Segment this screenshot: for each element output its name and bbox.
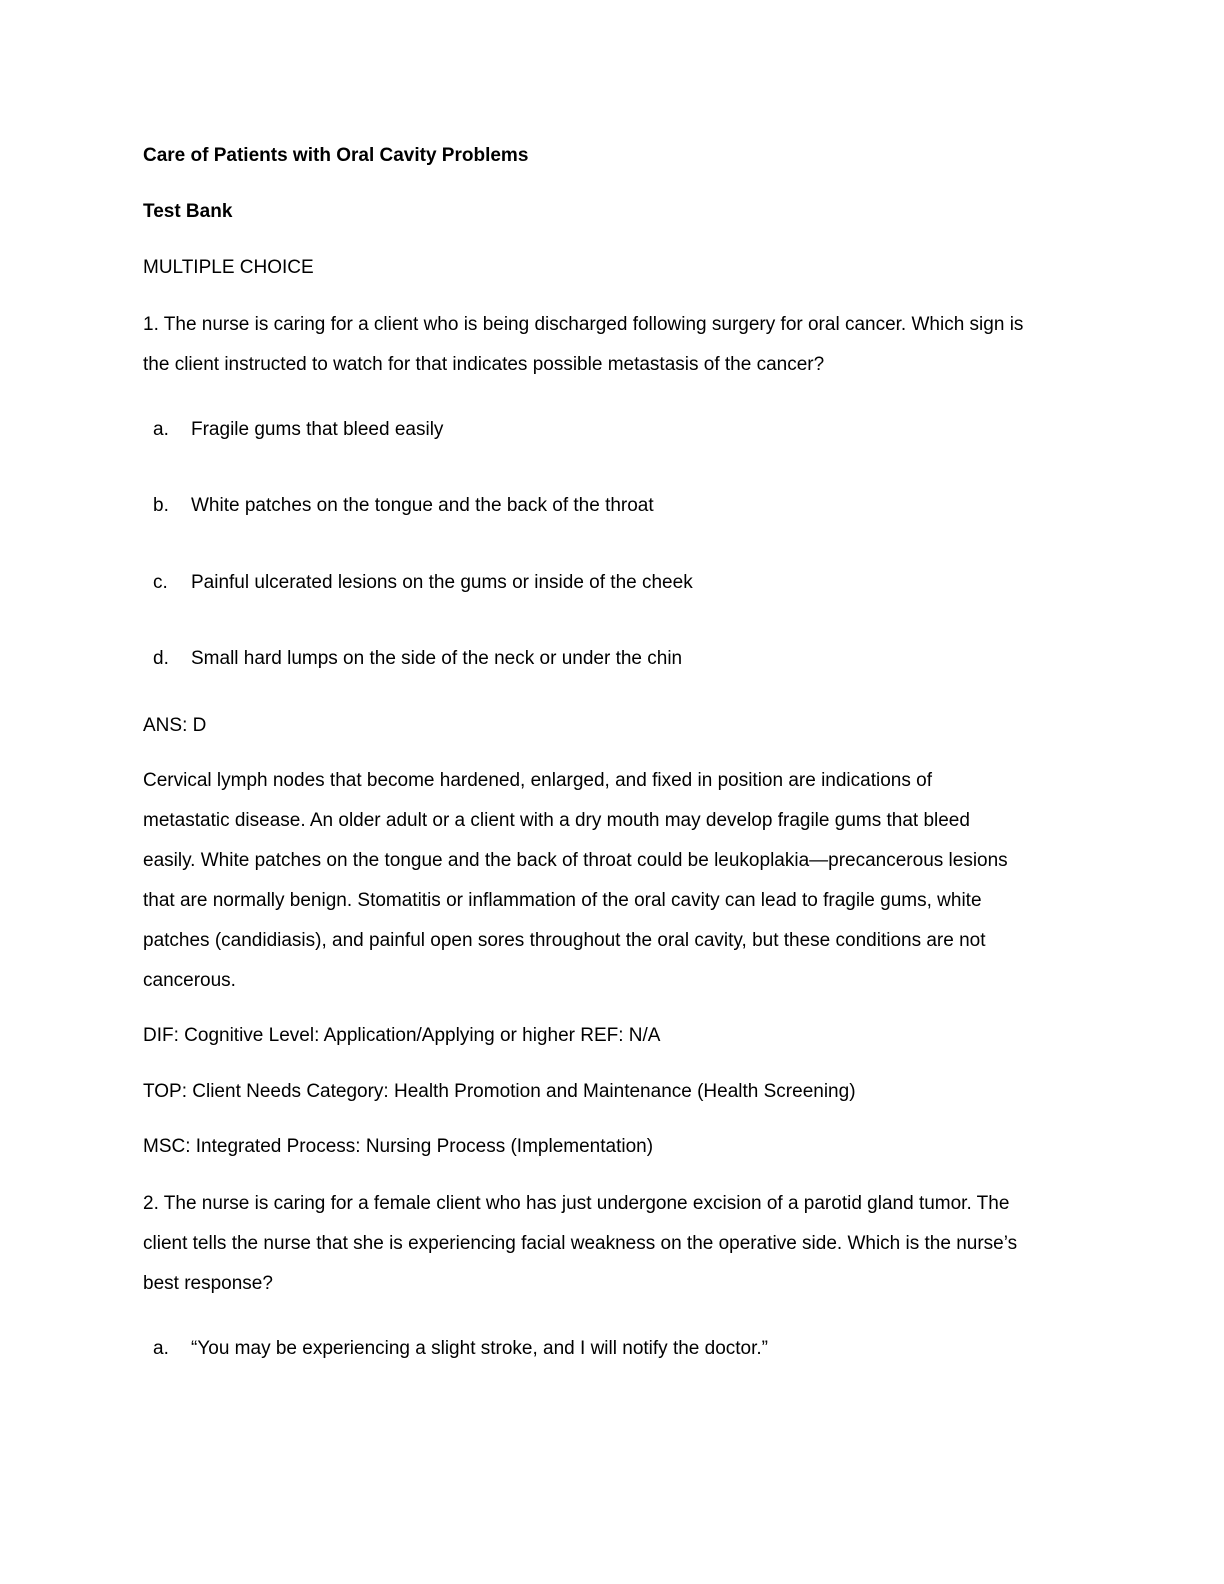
question-1-msc: MSC: Integrated Process: Nursing Process (Implementation)	[143, 1136, 654, 1157]
question-1-option-a	[143, 418, 1043, 442]
rationale-line: cancerous.	[143, 970, 236, 991]
rationale-line: Cervical lymph nodes that become hardened, enlarged, and fixed in position are indications of	[143, 770, 932, 791]
question-2-stem-line: 2. The nurse is caring for a female client who has just undergone excision of a parotid gland tumor. The	[143, 1193, 1010, 1214]
option-text: Painful ulcerated lesions on the gums or inside of the cheek	[191, 572, 693, 593]
document-title: Care of Patients with Oral Cavity Problems	[143, 145, 529, 166]
question-1-stem	[143, 305, 1078, 385]
question-2-stem-line: client tells the nurse that she is experiencing facial weakness on the operative side. Which is the nurse’s	[143, 1233, 1018, 1254]
question-1-stem-line: the client instructed to watch for that indicates possible metastasis of the cancer?	[143, 354, 825, 375]
option-text: Small hard lumps on the side of the neck or under the chin	[191, 648, 683, 669]
option-letter: a.	[153, 419, 169, 440]
rationale-line: patches (candidiasis), and painful open sores throughout the oral cavity, but these conditions are not	[143, 930, 986, 951]
question-1-dif: DIF: Cognitive Level: Application/Applying or higher REF: N/A	[143, 1025, 661, 1046]
rationale-line: that are normally benign. Stomatitis or inflammation of the oral cavity can lead to fragile gums, white	[143, 890, 982, 911]
question-1-option-b	[143, 494, 1043, 518]
question-2-option-a	[143, 1337, 1043, 1361]
question-1-option-d	[143, 647, 1043, 671]
rationale-line: easily. White patches on the tongue and the back of throat could be leukoplakia—precancerous lesions	[143, 850, 1008, 871]
question-2-stem	[143, 1184, 1078, 1304]
section-heading: MULTIPLE CHOICE	[143, 257, 314, 278]
rationale-line: metastatic disease. An older adult or a client with a dry mouth may develop fragile gums that bleed	[143, 810, 970, 831]
option-letter: a.	[153, 1338, 169, 1359]
option-letter: b.	[153, 495, 169, 516]
option-letter: d.	[153, 648, 169, 669]
question-1-stem-line: 1. The nurse is caring for a client who is being discharged following surgery for oral cancer. Which sign is	[143, 314, 1024, 335]
question-1-option-c	[143, 571, 1043, 595]
option-letter: c.	[153, 572, 168, 593]
question-1-top: TOP: Client Needs Category: Health Promotion and Maintenance (Health Screening)	[143, 1081, 856, 1102]
option-text: Fragile gums that bleed easily	[191, 419, 444, 440]
document-subtitle: Test Bank	[143, 201, 233, 222]
option-text: White patches on the tongue and the back of the throat	[191, 495, 654, 516]
question-2-stem-line: best response?	[143, 1273, 273, 1294]
question-1-rationale	[143, 761, 1078, 1001]
question-1-answer: ANS: D	[143, 715, 207, 736]
option-text: “You may be experiencing a slight stroke, and I will notify the doctor.”	[191, 1338, 768, 1359]
